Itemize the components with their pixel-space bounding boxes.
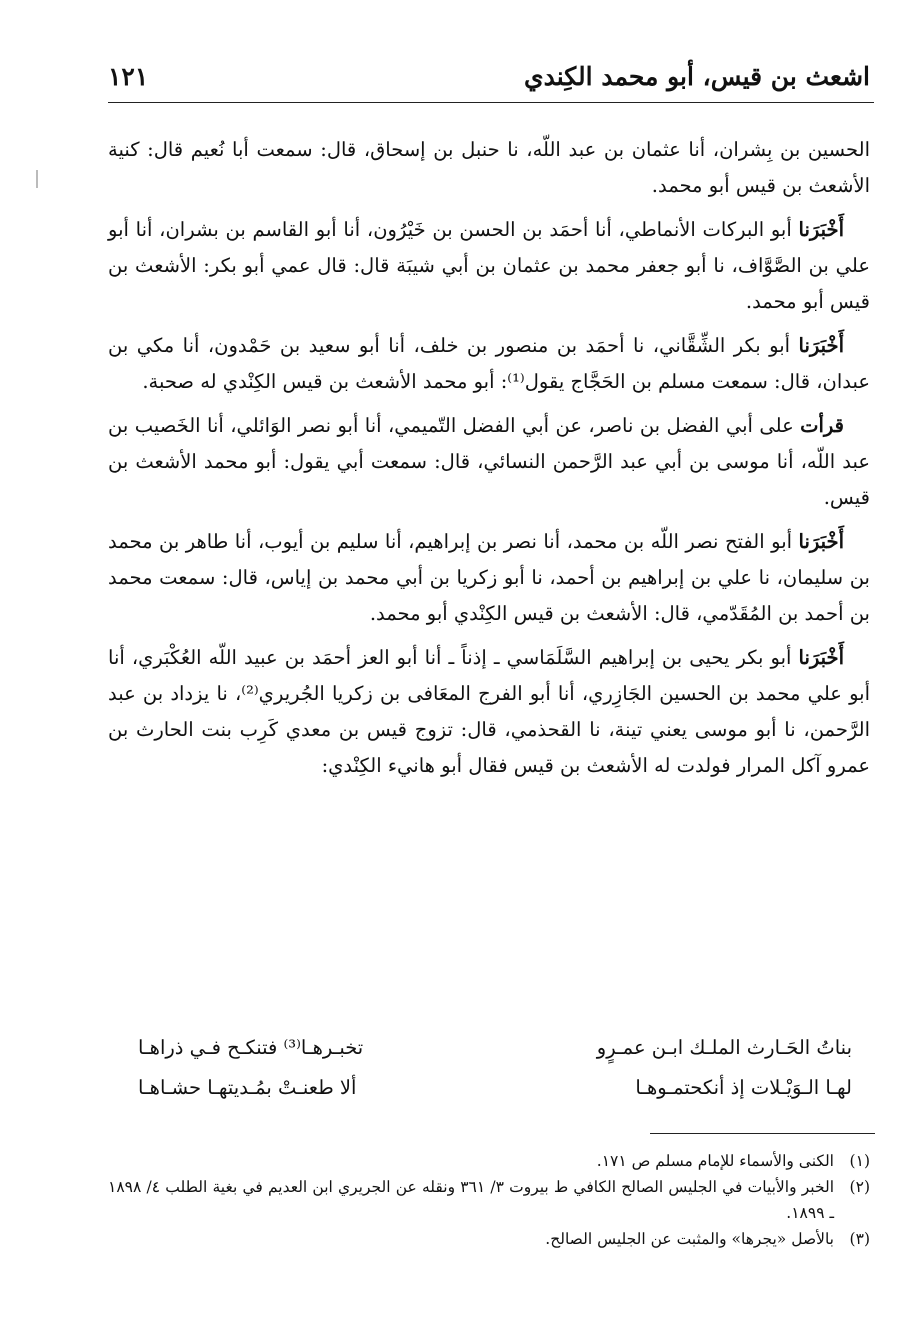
paragraph-text: الحسين بن بِشران، أنا عثمان بن عبد اللّه، نا حنبل بن إسحاق، قال: سمعت أبا نُعيم قال: كنية الأشعث بن قيس أبو محمد. [108,138,870,197]
footnote-number: (٢) [849,1178,870,1196]
footnote-number: (١) [849,1152,870,1170]
paragraph-text: على أبي الفضل بن ناصر، عن أبي الفضل التّميمي، أنا أبو نصر الوَائلي، أنا الخَصيب بن عبد اللّه، أنا موسى بن أبي عبد الرَّحمن النسائي، قال: سمعت أبي يقول: أبو محمد الأشعث بن قيس. [108,414,870,509]
footnote-rule [650,1133,875,1134]
footnote-text: الخبر والأبيات في الجليس الصالح الكافي ط بيروت ٣/ ٣٦١ ونقله عن الجريري ابن العديم في بغية الطلب ٤/ ١٨٩٨ ـ ١٨٩٩. [108,1178,834,1222]
paragraph [108,408,870,516]
running-header [108,58,870,102]
header-rule [108,102,874,103]
paragraph-text: أبو البركات الأنماطي، أنا أحمَد بن الحسن بن خَيْرُون، أنا أبو القاسم بن بشران، أنا أبو علي بن الصَّوَّاف، نا أبو جعفر محمد بن عثمان بن أبي شيبَة قال: قال عمي أبو بكر: الأشعث بن قيس أبو محمد. [108,218,870,313]
footnote [108,1148,870,1174]
footnote [108,1226,870,1252]
footnotes [108,1148,870,1252]
footnote-text: بالأصل «يجرها» والمثبت عن الجليس الصالح. [545,1230,834,1248]
running-title: اشعث بن قيس، أبو محمد الكِندي [524,62,870,91]
paragraph-lead: أَخْبَرَنا [798,530,844,553]
paragraph-lead: قرأت [800,414,844,437]
paragraph-text: أبو الفتح نصر اللّه بن محمد، أنا نصر بن إبراهيم، أنا سليم بن أيوب، أنا طاهر بن محمد بن سليمان، نا علي بن إبراهيم بن أحمد، نا أبو زكريا بن أبي محمد بن إياس، قال: سمعت محمد بن أحمد بن المُقَدّمي، قال: الأشعث بن قيس الكِنْدي أبو محمد. [108,530,870,625]
margin-mark [36,170,38,188]
paragraph [108,640,870,784]
paragraph [108,132,870,204]
footnote-number: (٣) [849,1230,870,1248]
verse-second-hemistich: ألا طعنـتْ بمُـديتهـا حشـاهـا [138,1076,357,1099]
paragraph [108,524,870,632]
paragraph-lead: أَخْبَرَنا [798,334,844,357]
verse-first-hemistich: بناتُ الحَـارث الملـك ابـن عمـرٍو [596,1036,852,1059]
verse-second-hemistich: تخبـرهـا⁽³⁾ فتنكـح فـي ذراهـا [138,1036,364,1059]
paragraph-text: أبو بكر الشِّقَّاني، نا أحمَد بن منصور بن خلف، أنا أبو سعيد بن حَمْدون، أنا مكي بن عبدان، قال: سمعت مسلم بن الحَجَّاج يقول⁽¹⁾: أبو محمد الأشعث بن قيس الكِنْدي له صحبة. [108,334,870,393]
poem-verse [108,1036,870,1074]
main-text [108,132,870,792]
paragraph-lead: أَخْبَرَنا [798,218,844,241]
poem-verse [108,1076,870,1114]
paragraph [108,328,870,400]
paragraph-lead: أَخْبَرَنا [798,646,844,669]
paragraph [108,212,870,320]
paragraph-text: أبو بكر يحيى بن إبراهيم السَّلَمَاسي ـ إذناً ـ أنا أبو العز أحمَد بن عبيد اللّه العُكْبَري، أنا أبو علي محمد بن الحسين الجَازِري، أنا أبو الفرج المعَافى بن زكريا الجُريري⁽²⁾، نا يزداد بن عبد الرَّحمن، نا أبو موسى يعني تينة، نا القحذمي، قال: تزوج قيس بن معدي كَرِب بنت الحارث بن عمرو آكل المرار فولدت له الأشعث بن قيس فقال أبو هانيء الكِنْدي: [108,646,870,777]
page-number: ١٢١ [108,62,149,91]
verse-first-hemistich: لهـا الـوَيْـلات إذ أنكحتمـوهـا [635,1076,852,1099]
footnote [108,1174,870,1226]
footnote-text: الكنى والأسماء للإمام مسلم ص ١٧١. [596,1152,834,1170]
